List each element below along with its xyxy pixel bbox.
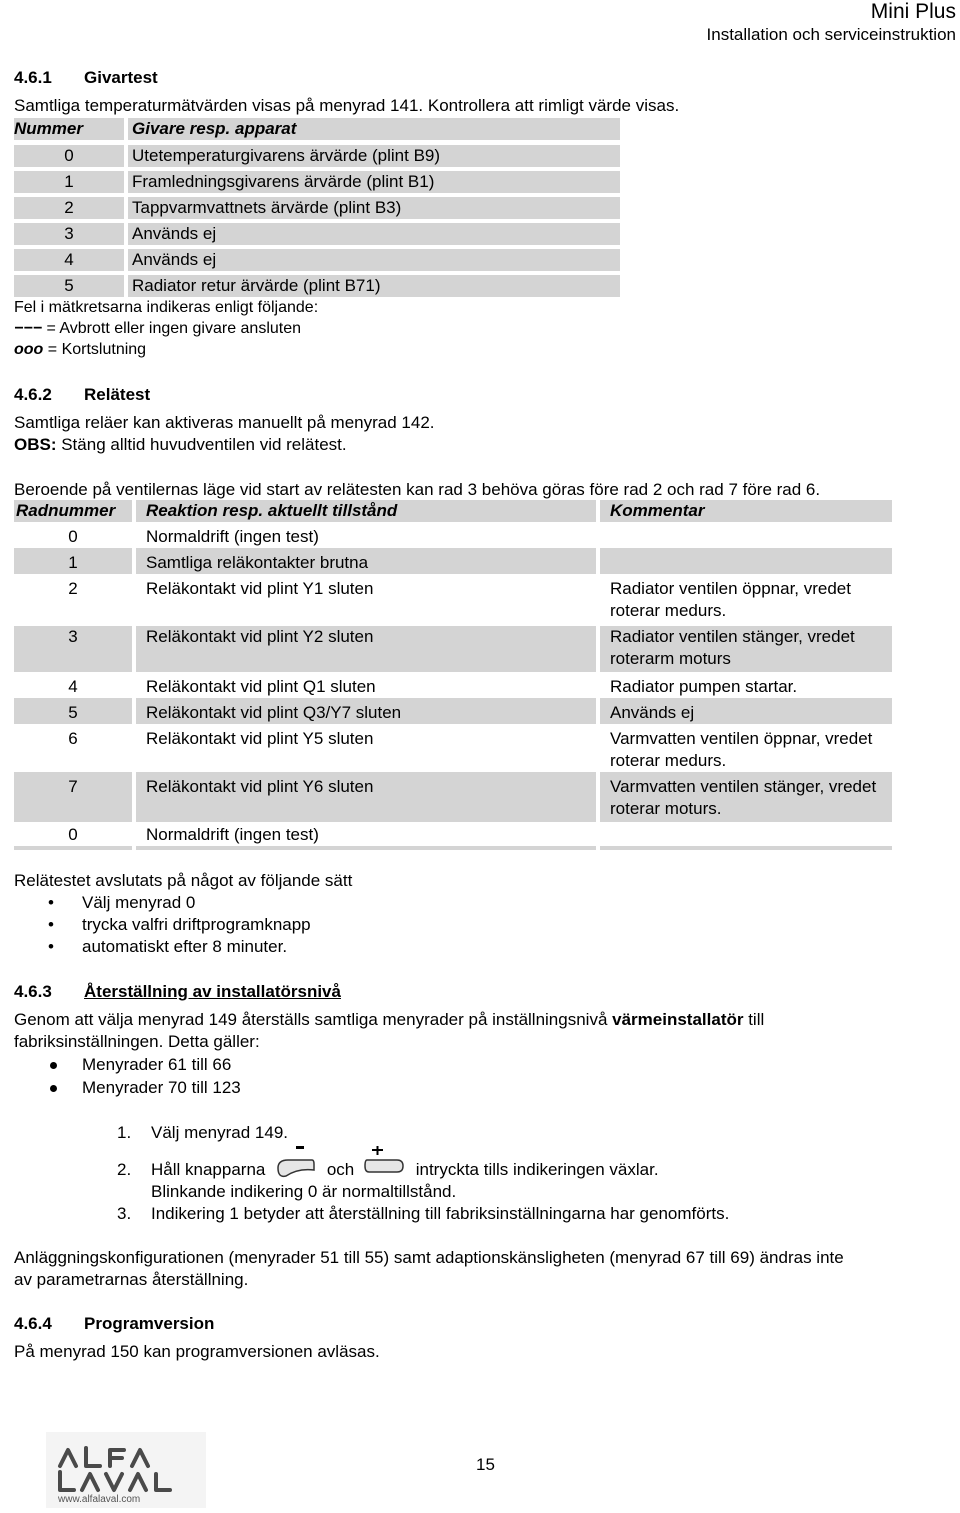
paragraph: Relätestet avslutats på något av följande sätt: [14, 871, 353, 890]
table-row: [14, 197, 620, 219]
list-item-text: Menyrader 61 till 66: [82, 1055, 232, 1074]
paragraph: På menyrad 150 kan programversionen avläsas.: [14, 1342, 380, 1361]
section-title: Återställning av installatörsnivå: [84, 982, 341, 1001]
list-item-text: automatiskt efter 8 minuter.: [82, 937, 288, 956]
table-cell: Radiator ventilen öppnar, vredet roterar medurs.: [600, 578, 892, 630]
paragraph: Samtliga temperaturmätvärden visas på menyrad 141. Kontrollera att rimligt värde visas.: [14, 96, 680, 115]
menu-range-list: [14, 1054, 241, 1100]
error-symbol: ooo: [14, 341, 44, 358]
table-cell: Reläkontakt vid plint Y1 sluten: [136, 578, 596, 630]
bullet: [50, 1085, 57, 1092]
error-description: = Kortslutning: [47, 341, 147, 358]
column-header: Kommentar: [600, 500, 892, 522]
error-open-circuit: [14, 320, 301, 338]
table-cell: 0: [14, 145, 124, 167]
step-text: Indikering 1 betyder att återställning till fabriksinställningarna har genomförts.: [151, 1204, 730, 1223]
table-cell: Reläkontakt vid plint Y2 sluten: [136, 626, 596, 672]
note-label: OBS:: [14, 435, 57, 454]
list-item: [14, 1054, 241, 1077]
alfa-laval-logo: [46, 1432, 206, 1508]
table-cell: 5: [14, 702, 132, 724]
column-header: Nummer: [14, 118, 124, 140]
step-text: och: [326, 1160, 355, 1179]
section-number: 4.6.3: [14, 982, 52, 1001]
column-header: Reaktion resp. aktuellt tillstånd: [136, 500, 596, 522]
table-row: [14, 223, 620, 245]
step-text: Håll knapparna: [151, 1160, 266, 1179]
paragraph-text: Genom att välja menyrad 149 återställs samtliga menyrader på inställningsnivå: [14, 1010, 613, 1029]
table-cell: Reläkontakt vid plint Y5 sluten: [136, 728, 596, 776]
table-cell: 2: [14, 578, 132, 630]
section-title: Programversion: [84, 1314, 215, 1333]
table-row: [14, 145, 620, 167]
step-1: [117, 1123, 288, 1143]
paragraph: av parametrarnas återställning.: [14, 1270, 249, 1289]
table-cell: Används ej: [128, 223, 620, 245]
minus-button-icon: [274, 1146, 318, 1180]
table-cell: 1: [14, 171, 124, 193]
section-heading-reset: [14, 982, 341, 1002]
table-cell: 1: [14, 552, 132, 574]
column-header: Radnummer: [14, 500, 132, 522]
paragraph: fabriksinställningen. Detta gäller:: [14, 1032, 260, 1051]
step-3: [117, 1204, 729, 1224]
note: [14, 435, 347, 455]
list-item: [14, 914, 311, 936]
step-text: Välj menyrad 149.: [151, 1123, 289, 1142]
table-cell: [600, 824, 892, 850]
page-number: 15: [476, 1455, 495, 1474]
section-title: Relätest: [84, 385, 151, 404]
error-symbol: −−−: [14, 320, 43, 337]
logo-url: www.alfalaval.com: [58, 1494, 141, 1505]
step-number: 2.: [117, 1160, 132, 1179]
table-header-row: [14, 500, 892, 522]
plus-button-icon: [363, 1146, 407, 1180]
error-short-circuit: [14, 341, 146, 359]
section-number: 4.6.4: [14, 1314, 52, 1333]
document-subtitle: Installation och serviceinstruktion: [706, 25, 956, 44]
table-cell: 3: [14, 626, 132, 672]
paragraph: [14, 1010, 764, 1030]
list-item-text: trycka valfri driftprogramknapp: [82, 915, 311, 934]
list-item: [14, 892, 311, 914]
note-text: Stäng alltid huvudventilen vid relätest.: [56, 435, 347, 454]
list-item: [14, 936, 311, 958]
bullet: •: [48, 915, 54, 934]
table-cell: 2: [14, 197, 124, 219]
table-cell: Tappvarmvattnets ärvärde (plint B3): [128, 197, 620, 219]
table-cell: Används ej: [128, 249, 620, 271]
error-description: = Avbrott eller ingen givare ansluten: [46, 320, 302, 337]
table-cell: Radiator retur ärvärde (plint B71): [128, 275, 620, 297]
table-cell: 6: [14, 728, 132, 776]
paragraph: Anläggningskonfigurationen (menyrader 51 till 55) samt adaptionskänsligheten (menyrad 67 till 69) ändras inte: [14, 1248, 844, 1267]
list-item-text: Välj menyrad 0: [82, 893, 196, 912]
section-number: 4.6.1: [14, 68, 52, 87]
section-title: Givartest: [84, 68, 158, 87]
table-cell: Samtliga reläkontakter brutna: [136, 552, 596, 574]
table-cell: 4: [14, 676, 132, 702]
section-heading-program-version: [14, 1314, 214, 1334]
error-intro: Fel i mätkretsarna indikeras enligt följande:: [14, 299, 319, 316]
emphasis: värmeinstallatör: [612, 1010, 744, 1029]
table-row: [14, 171, 620, 193]
table-cell: Normaldrift (ingen test): [136, 526, 596, 552]
paragraph-text: till: [743, 1010, 765, 1029]
list-item: [14, 1077, 241, 1100]
table-cell: Används ej: [600, 702, 892, 724]
list-item-text: Menyrader 70 till 123: [82, 1078, 241, 1097]
table-cell: 4: [14, 249, 124, 271]
step-text: intryckta tills indikeringen växlar.: [415, 1160, 659, 1179]
table-cell: [600, 552, 892, 574]
step-2-note: Blinkande indikering 0 är normaltillstånd.: [151, 1182, 457, 1201]
step-number: 1.: [117, 1123, 132, 1142]
table-cell: Reläkontakt vid plint Q3/Y7 sluten: [136, 702, 596, 724]
table-cell: Reläkontakt vid plint Y6 sluten: [136, 776, 596, 822]
paragraph: Beroende på ventilernas läge vid start av relätesten kan rad 3 behöva göras före rad 2 och rad 7 före rad 6.: [14, 480, 821, 499]
table-cell: Utetemperaturgivarens ärvärde (plint B9): [128, 145, 620, 167]
table-cell: Radiator ventilen stänger, vredet roterarm moturs: [600, 626, 892, 672]
table-header-row: [14, 118, 620, 140]
table-row: [14, 275, 620, 297]
table-cell: 0: [14, 526, 132, 552]
step-2: [117, 1146, 659, 1186]
section-number: 4.6.2: [14, 385, 52, 404]
table-cell: Normaldrift (ingen test): [136, 824, 596, 850]
end-methods-list: [14, 892, 311, 958]
table-cell: 0: [14, 824, 132, 850]
section-heading-givartest: [14, 68, 158, 88]
bullet: •: [48, 937, 54, 956]
table-row: [14, 526, 892, 548]
table-cell: Radiator pumpen startar.: [600, 676, 892, 702]
section-heading-relatest: [14, 385, 150, 405]
bullet: [50, 1062, 57, 1069]
table-cell: Framledningsgivarens ärvärde (plint B1): [128, 171, 620, 193]
table-cell: [600, 526, 892, 552]
table-cell: Reläkontakt vid plint Q1 sluten: [136, 676, 596, 702]
document-title: Mini Plus: [870, 0, 956, 23]
table-row: [14, 249, 620, 271]
step-number: 3.: [117, 1204, 132, 1223]
table-cell: 5: [14, 275, 124, 297]
table-cell: 3: [14, 223, 124, 245]
column-header: Givare resp. apparat: [128, 118, 620, 140]
bullet: •: [48, 893, 54, 912]
table-cell: Varmvatten ventilen öppnar, vredet roterar medurs.: [600, 728, 892, 776]
table-cell: 7: [14, 776, 132, 822]
paragraph: Samtliga reläer kan aktiveras manuellt på menyrad 142.: [14, 413, 435, 432]
table-cell: Varmvatten ventilen stänger, vredet roterar moturs.: [600, 776, 892, 822]
